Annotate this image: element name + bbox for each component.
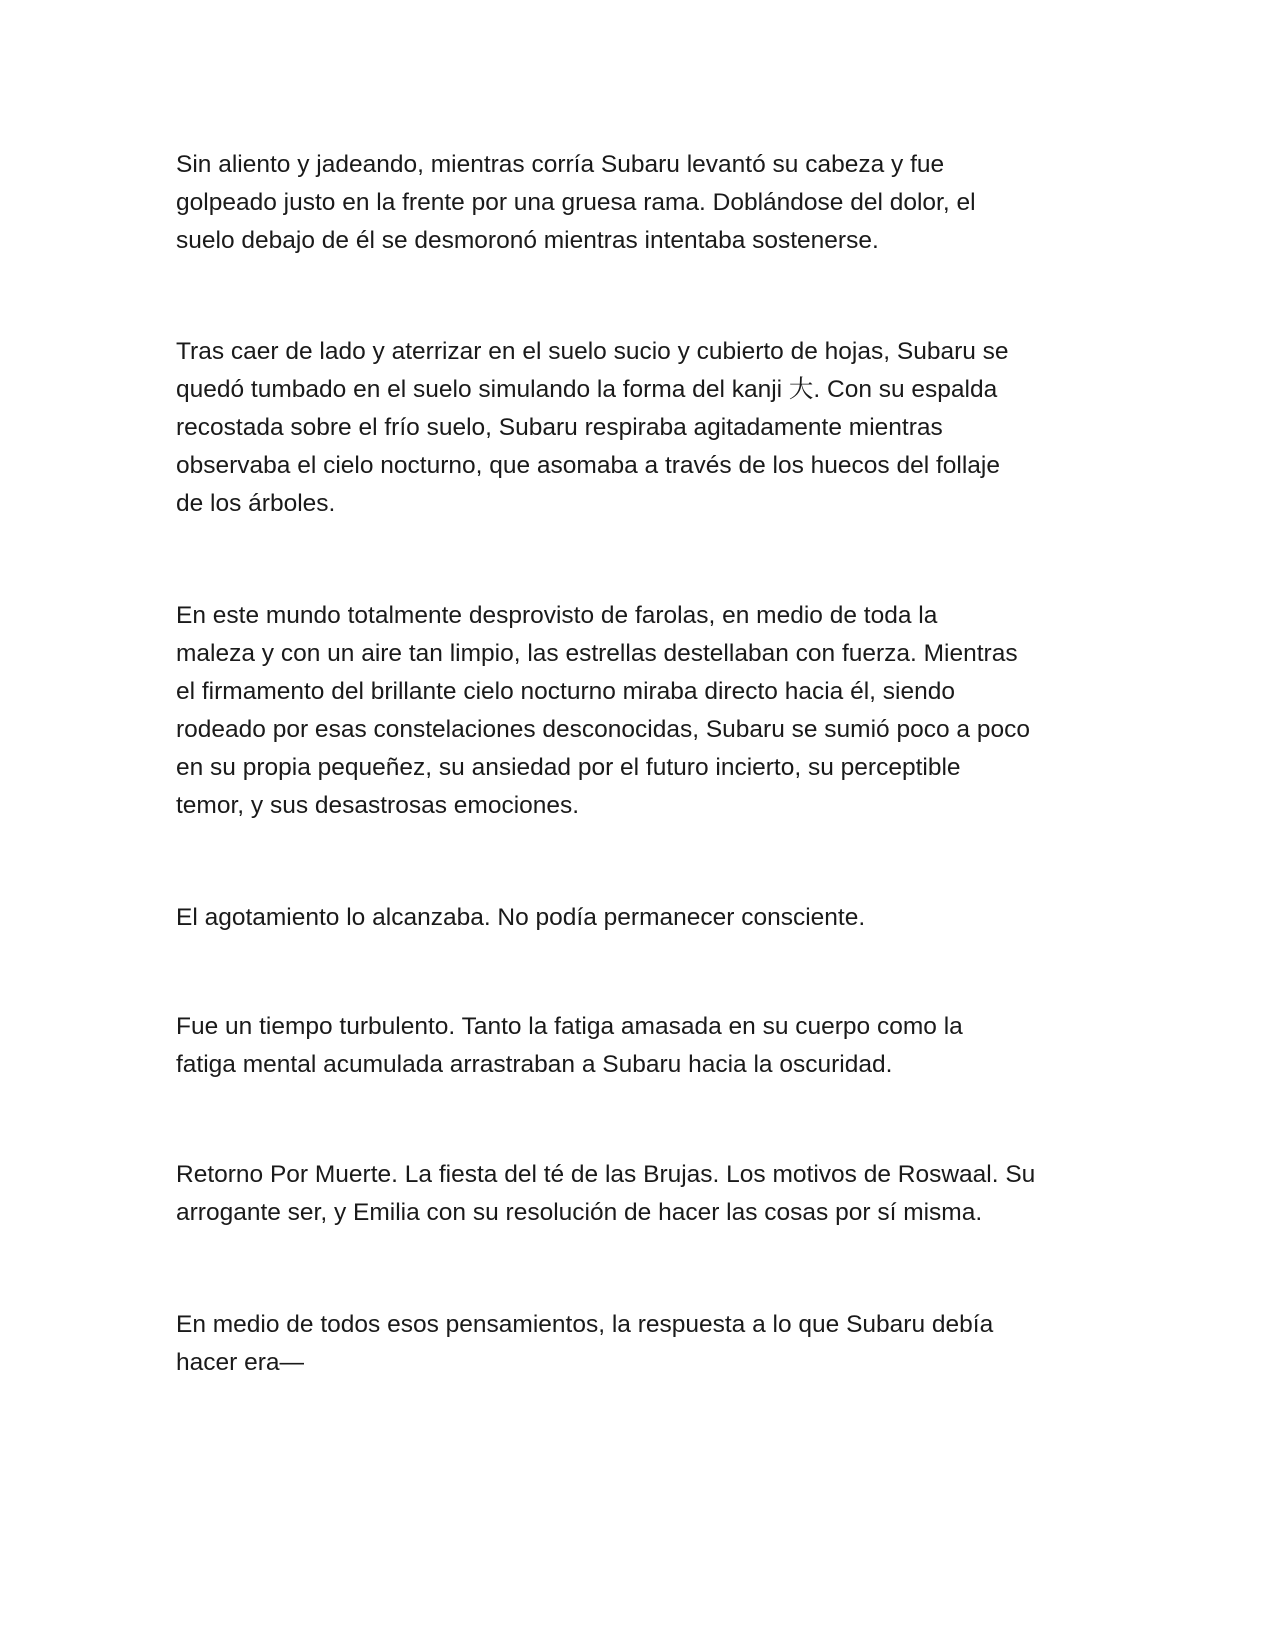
paragraph-3: En este mundo totalmente desprovisto de farolas, en medio de toda la maleza y con un aire tan limpio, las estrellas destellaban con fuerza. Mientras el firmamento del brillante cielo nocturno miraba directo hacia él, siendo rodeado por esas constelaciones desconocidas, Subaru se sumió poco a poco en su propia pequeñez, su ansiedad por el futuro incierto, su perceptible temor, y sus desastrosas emociones. <box>176 602 1030 819</box>
paragraph-4: El agotamiento lo alcanzaba. No podía permanecer consciente. <box>176 904 866 931</box>
paragraph-2: Tras caer de lado y aterrizar en el suelo sucio y cubierto de hojas, Subaru se quedó tumbado en el suelo simulando la forma del kanji 大. Con su espalda recostada sobre el frío suelo, Subaru respiraba agitadamente mientras observaba el cielo nocturno, que asomaba a través de los huecos del follaje de los árboles. <box>176 338 1009 517</box>
paragraph-1: Sin aliento y jadeando, mientras corría Subaru levantó su cabeza y fue golpeado justo en la frente por una gruesa rama. Doblándose del dolor, el suelo debajo de él se desmoronó mientras intentaba sostenerse. <box>176 151 976 254</box>
paragraph-7: En medio de todos esos pensamientos, la respuesta a lo que Subaru debía hacer era— <box>176 1311 994 1376</box>
paragraph-6: Retorno Por Muerte. La fiesta del té de las Brujas. Los motivos de Roswaal. Su arrogante ser, y Emilia con su resolución de hacer las cosas por sí misma. <box>176 1161 1036 1226</box>
paragraph-5: Fue un tiempo turbulento. Tanto la fatiga amasada en su cuerpo como la fatiga mental acumulada arrastraban a Subaru hacia la oscuridad. <box>176 1013 963 1078</box>
